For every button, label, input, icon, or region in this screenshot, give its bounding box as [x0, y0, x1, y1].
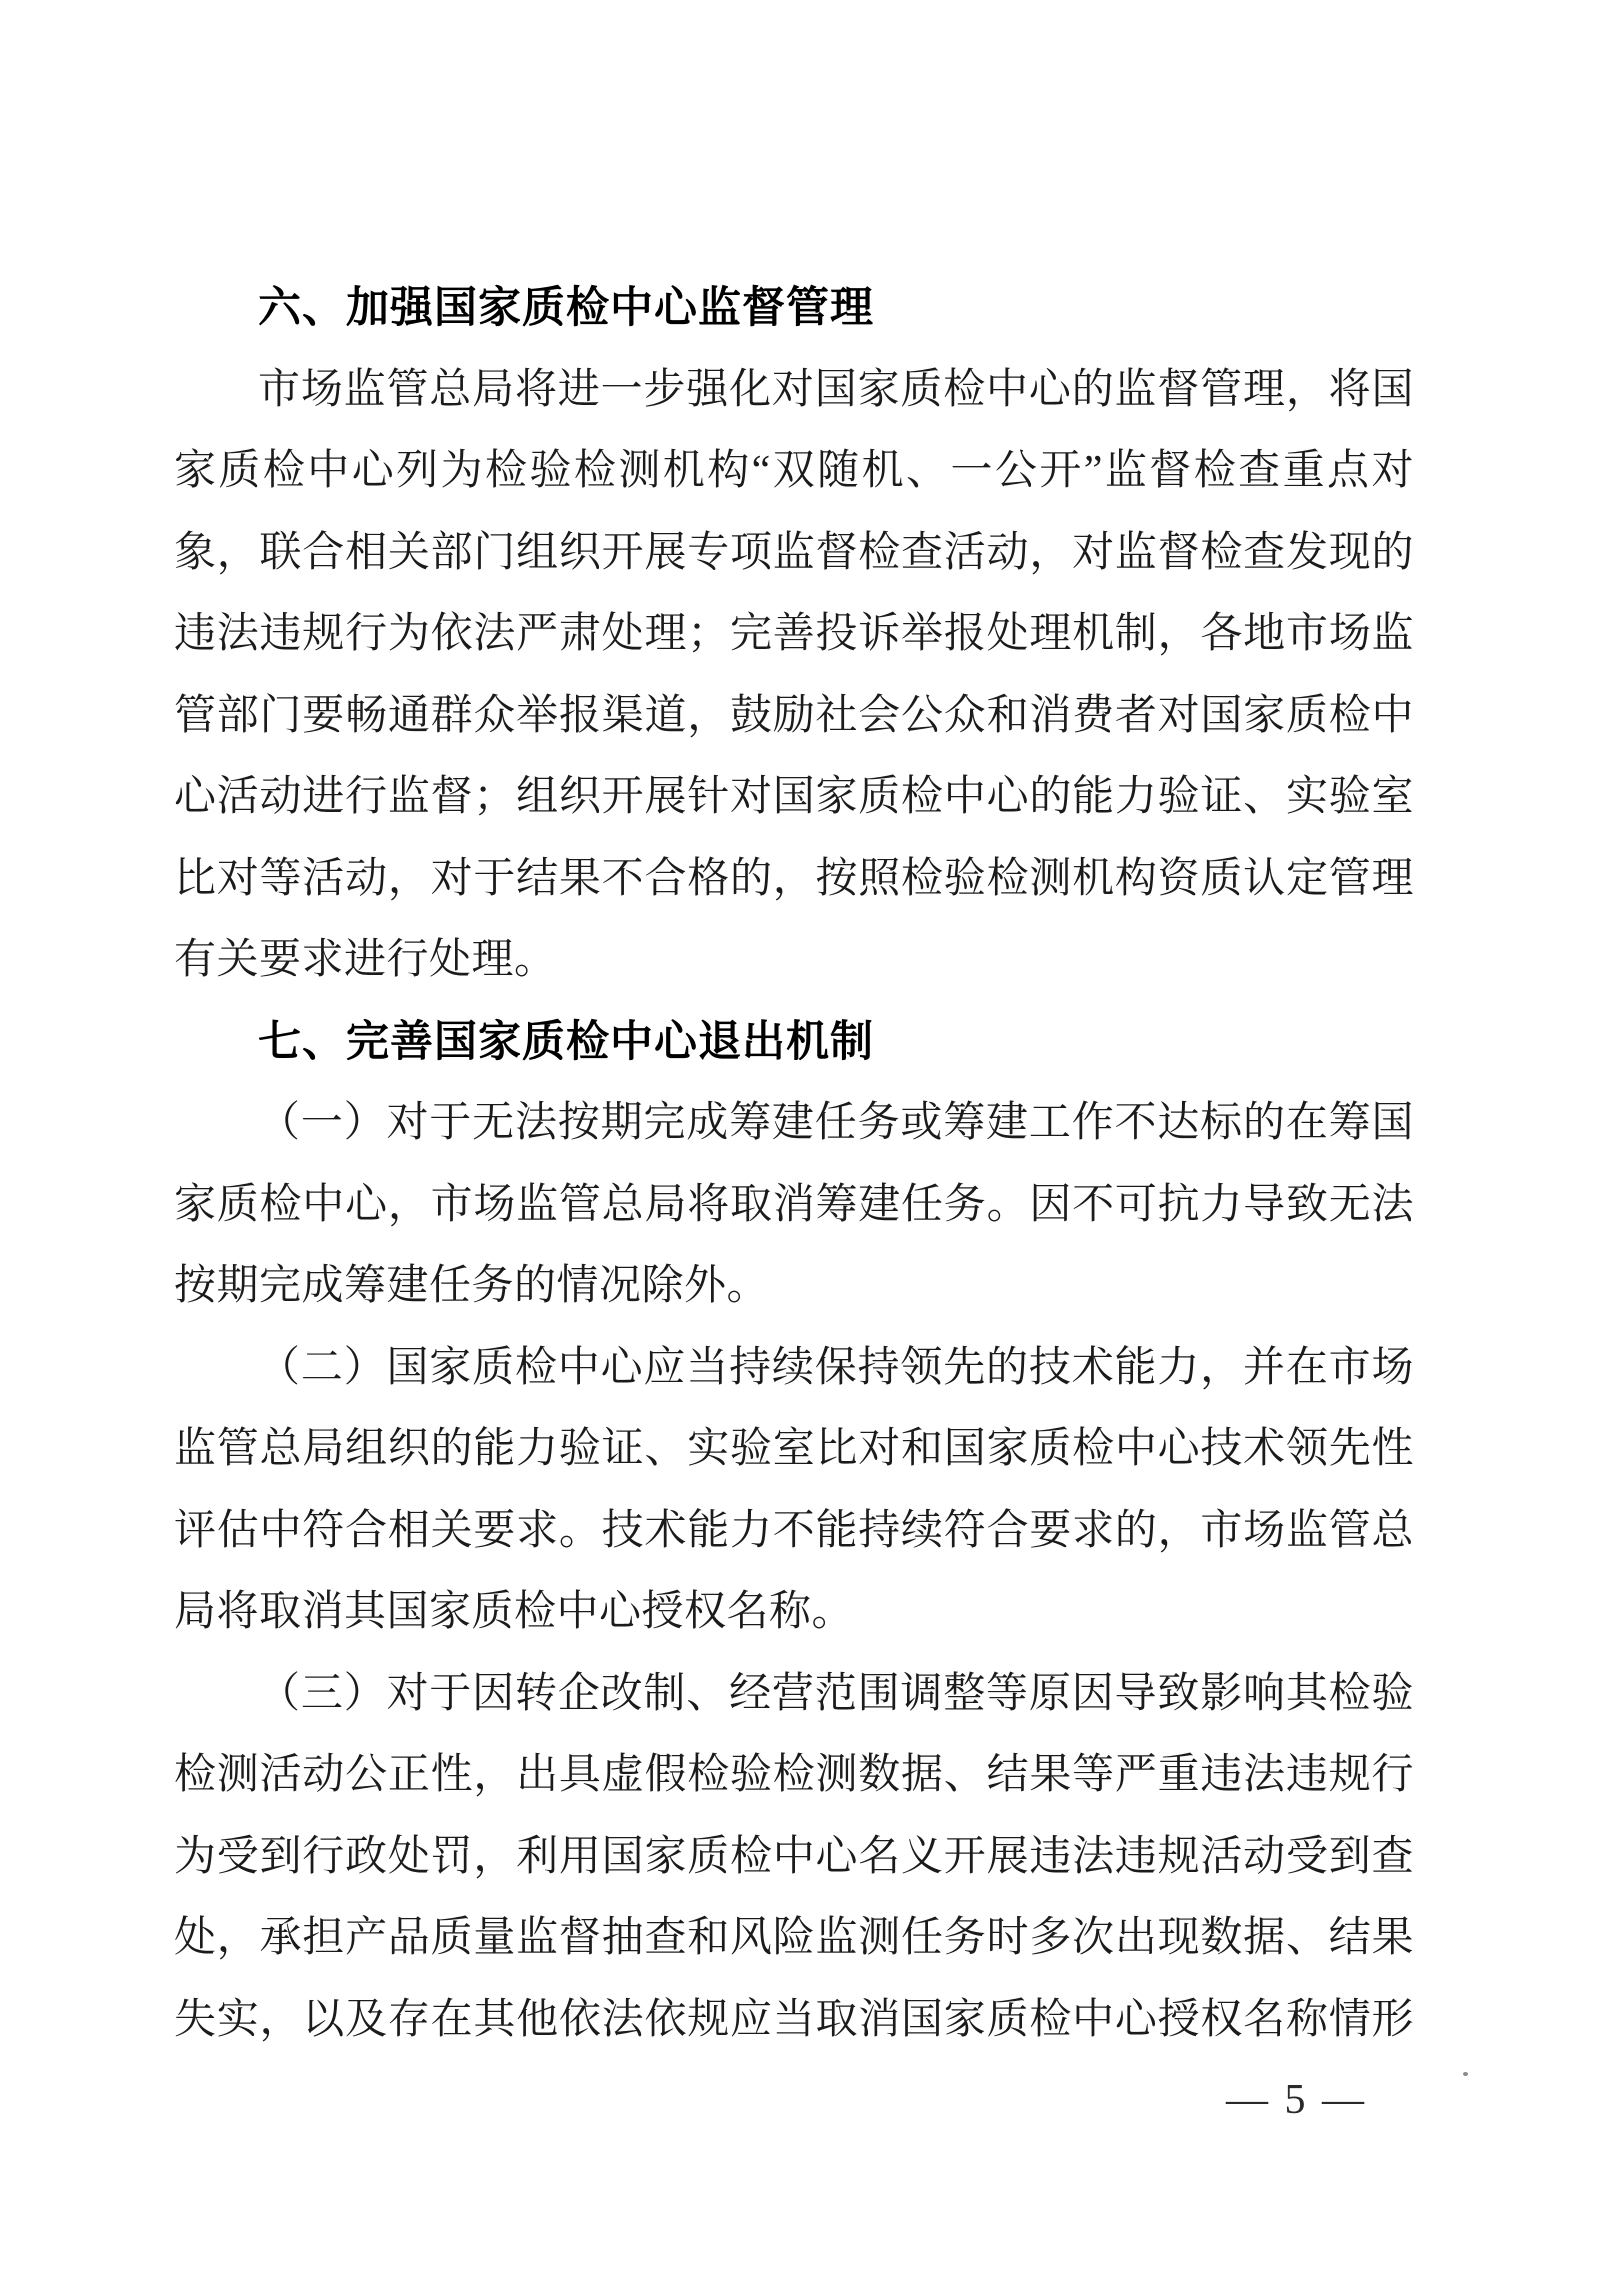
body-line: 违法违规行为依法严肃处理；完善投诉举报处理机制，各地市场监	[174, 611, 1414, 657]
scan-artifact-dot	[1463, 2072, 1468, 2076]
body-line: 监管总局组织的能力验证、实验室比对和国家质检中心技术领先性	[174, 1426, 1414, 1472]
body-line: 市场监管总局将进一步强化对国家质检中心的监督管理，将国	[258, 366, 1414, 413]
body-line: （二）国家质检中心应当持续保持领先的技术能力，并在市场	[258, 1344, 1414, 1391]
body-line: （三）对于因转企改制、经营范围调整等原因导致影响其检验	[258, 1670, 1414, 1717]
body-line: 失实，以及存在其他依法依规应当取消国家质检中心授权名称情形	[174, 1996, 1414, 2043]
page-number: — 5 —	[1226, 2077, 1367, 2123]
body-line: 管部门要畅通群众举报渠道，鼓励社会公众和消费者对国家质检中	[174, 692, 1414, 739]
section-heading-7: 七、完善国家质检中心退出机制	[258, 1017, 874, 1066]
body-line: 家质检中心，市场监管总局将取消筹建任务。因不可抗力导致无法	[174, 1181, 1414, 1228]
body-line: 心活动进行监督；组织开展针对国家质检中心的能力验证、实验室	[174, 774, 1414, 820]
body-line: 评估中符合相关要求。技术能力不能持续符合要求的，市场监管总	[174, 1507, 1414, 1554]
document-body	[174, 268, 1414, 2061]
body-line: 比对等活动，对于结果不合格的，按照检验检测机构资质认定管理	[174, 855, 1414, 902]
body-line: 处，承担产品质量监督抽查和风险监测任务时多次出现数据、结果	[174, 1915, 1414, 1961]
body-line: 局将取消其国家质检中心授权名称。	[174, 1589, 855, 1635]
body-line: 为受到行政处罚，利用国家质检中心名义开展违法违规活动受到查	[174, 1833, 1414, 1880]
body-line: （一）对于无法按期完成筹建任务或筹建工作不达标的在筹国	[258, 1100, 1414, 1146]
body-line: 家质检中心列为检验检测机构“双随机、一公开”监督检查重点对	[174, 448, 1414, 494]
section-heading-6: 六、加强国家质检中心监督管理	[258, 284, 874, 332]
body-line: 象，联合相关部门组织开展专项监督检查活动，对监督检查发现的	[174, 529, 1414, 576]
body-line: 有关要求进行处理。	[174, 937, 557, 983]
body-line: 按期完成筹建任务的情况除外。	[174, 1263, 770, 1309]
body-line: 检测活动公正性，出具虚假检验检测数据、结果等严重违法违规行	[174, 1752, 1414, 1798]
